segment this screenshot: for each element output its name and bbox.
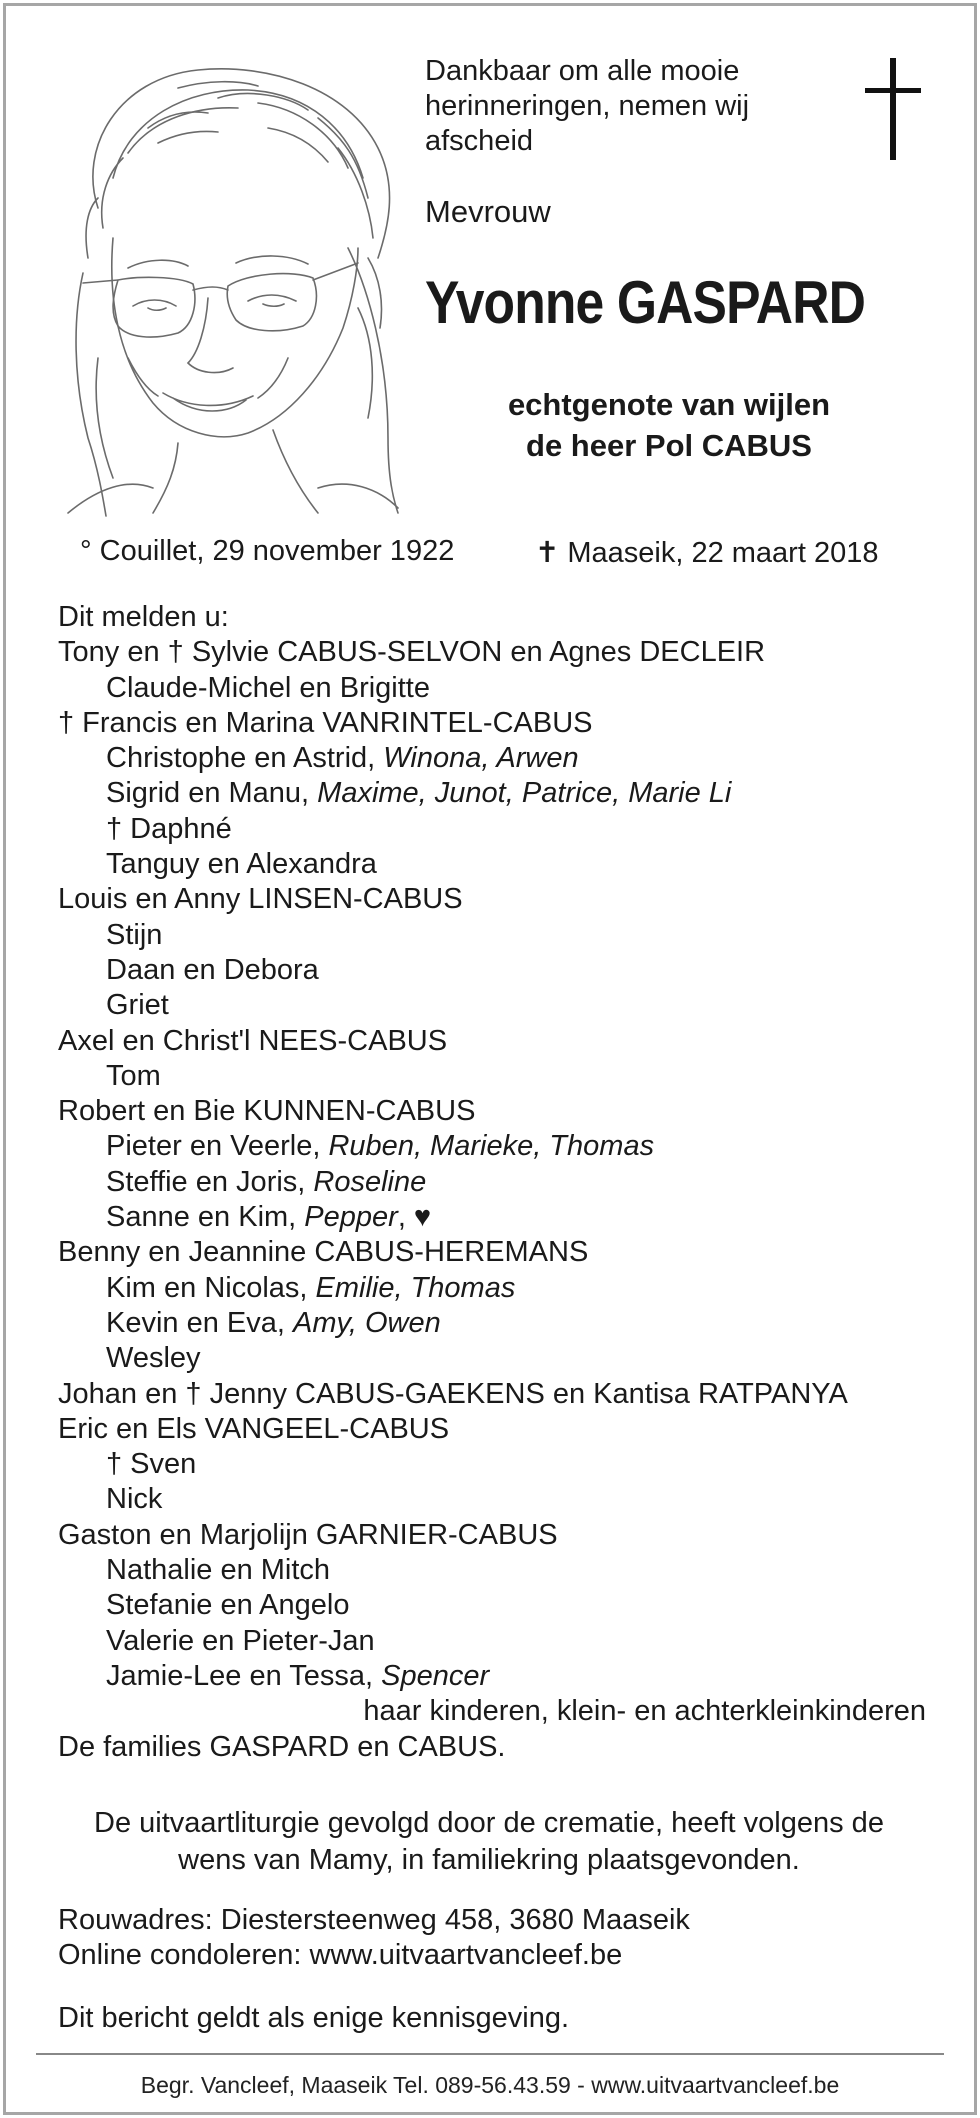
family-line-suffix: , ♥ bbox=[397, 1201, 432, 1234]
family-member-names: † Francis en Marina VANRINTEL-CABUS bbox=[58, 706, 593, 739]
family-member-names: Dit melden u: bbox=[58, 601, 229, 633]
family-line bbox=[58, 1518, 928, 1553]
family-member-names: Wesley bbox=[106, 1342, 201, 1375]
ceremony-text bbox=[58, 1805, 920, 1879]
grandchildren-names: Winona, Arwen bbox=[383, 742, 579, 775]
family-member-names: Robert en Bie KUNNEN-CABUS bbox=[58, 1095, 476, 1128]
family-line bbox=[58, 1624, 928, 1659]
footer-divider bbox=[36, 2053, 944, 2055]
family-member-names: Johan en † Jenny CABUS-GAEKENS en Kantisa RATPANYA bbox=[58, 1377, 848, 1410]
family-line bbox=[58, 1341, 928, 1376]
family-line bbox=[58, 1377, 928, 1412]
family-line bbox=[58, 1200, 928, 1235]
cross-icon bbox=[863, 58, 923, 160]
death-date: ✝ Maaseik, 22 maart 2018 bbox=[535, 537, 879, 569]
family-member-names: Valerie en Pieter-Jan bbox=[106, 1624, 375, 1657]
family-member-names: Eric en Els VANGEEL-CABUS bbox=[58, 1412, 450, 1445]
online-condolence: Online condoleren: www.uitvaartvancleef.be bbox=[58, 1939, 623, 1971]
ceremony-line: De uitvaartliturgie gevolgd door de crematie, heeft volgens de bbox=[94, 1807, 884, 1839]
intro-line: herinneringen, nemen wij bbox=[425, 90, 750, 122]
family-line bbox=[58, 1129, 928, 1164]
spouse-line: de heer Pol CABUS bbox=[526, 428, 812, 463]
family-line bbox=[58, 741, 928, 776]
family-member-names: Stefanie en Angelo bbox=[106, 1589, 350, 1622]
grandchildren-names: Maxime, Junot, Patrice, Marie Li bbox=[317, 777, 732, 810]
family-member-names: Nathalie en Mitch bbox=[106, 1554, 331, 1587]
family-line bbox=[58, 776, 928, 811]
grandchildren-names: Pepper bbox=[304, 1201, 398, 1234]
family-line bbox=[58, 671, 928, 706]
family-line bbox=[58, 1447, 928, 1482]
family-line bbox=[58, 1235, 928, 1270]
family-line bbox=[58, 1094, 928, 1129]
family-member-names: Jamie-Lee en Tessa, bbox=[106, 1659, 382, 1692]
family-line bbox=[58, 706, 928, 741]
ceremony-line: wens van Mamy, in familiekring plaatsgevonden. bbox=[178, 1844, 800, 1876]
notice-statement: Dit bericht geldt als enige kennisgeving. bbox=[58, 2002, 570, 2034]
honorific: Mevrouw bbox=[425, 194, 551, 229]
deceased-name: Yvonne GASPARD bbox=[425, 269, 866, 336]
family-member-names: Steffie en Joris, bbox=[106, 1165, 314, 1198]
spouse-info bbox=[425, 384, 913, 466]
family-member-names: Tanguy en Alexandra bbox=[106, 848, 377, 881]
family-member-names: Gaston en Marjolijn GARNIER-CABUS bbox=[58, 1518, 558, 1551]
family-member-names: Claude-Michel en Brigitte bbox=[106, 671, 430, 704]
family-member-names: Stijn bbox=[106, 918, 163, 951]
family-line bbox=[58, 1024, 928, 1059]
family-line bbox=[58, 918, 928, 953]
family-line bbox=[58, 1482, 928, 1517]
family-member-names: Pieter en Veerle, bbox=[106, 1130, 329, 1163]
grandchildren-names: Emilie, Thomas bbox=[315, 1271, 516, 1304]
intro-text bbox=[425, 54, 825, 159]
funeral-home-footer: Begr. Vancleef, Maaseik Tel. 089-56.43.59 - www.uitvaartvancleef.be bbox=[140, 2072, 840, 2098]
family-list bbox=[58, 600, 928, 1765]
family-line bbox=[58, 988, 928, 1023]
family-line bbox=[58, 1659, 928, 1694]
grandchildren-names: Ruben, Marieke, Thomas bbox=[328, 1130, 655, 1163]
families-line: De families GASPARD en CABUS. bbox=[58, 1730, 506, 1763]
grandchildren-names: Amy, Owen bbox=[293, 1306, 441, 1339]
family-line bbox=[58, 1412, 928, 1447]
family-line bbox=[58, 1059, 928, 1094]
descendants-line: haar kinderen, klein- en achterkleinkinderen bbox=[363, 1695, 926, 1728]
spouse-line: echtgenote van wijlen bbox=[507, 387, 831, 422]
family-member-names: Tom bbox=[106, 1059, 161, 1092]
family-line bbox=[58, 600, 928, 635]
family-member-names: Nick bbox=[106, 1483, 163, 1516]
family-member-names: Kevin en Eva, bbox=[106, 1306, 293, 1339]
family-member-names: Daan en Debora bbox=[106, 953, 319, 986]
birth-date: ° Couillet, 29 november 1922 bbox=[80, 535, 455, 567]
mourning-address: Rouwadres: Diestersteenweg 458, 3680 Maaseik bbox=[58, 1904, 690, 1936]
family-member-names: Tony en † Sylvie CABUS-SELVON en Agnes DECLEIR bbox=[58, 636, 766, 669]
intro-line: afscheid bbox=[425, 125, 534, 157]
intro-line: Dankbaar om alle mooie bbox=[425, 55, 740, 87]
family-member-names: Christophe en Astrid, bbox=[106, 742, 384, 775]
family-member-names: Griet bbox=[106, 989, 169, 1022]
family-line bbox=[58, 847, 928, 882]
family-member-names: Kim en Nicolas, bbox=[106, 1271, 316, 1304]
family-line bbox=[58, 882, 928, 917]
grandchildren-names: Roseline bbox=[313, 1165, 427, 1198]
family-line bbox=[58, 812, 928, 847]
family-member-names: † Daphné bbox=[106, 812, 232, 845]
family-line bbox=[58, 1165, 928, 1200]
family-line bbox=[58, 1553, 928, 1588]
contact-info bbox=[58, 1903, 690, 1973]
family-member-names: Louis en Anny LINSEN-CABUS bbox=[58, 883, 463, 916]
family-member-names: Axel en Christ'l NEES-CABUS bbox=[58, 1024, 448, 1057]
family-member-names: Benny en Jeannine CABUS-HEREMANS bbox=[58, 1236, 589, 1269]
family-line bbox=[58, 1306, 928, 1341]
portrait-sketch bbox=[58, 58, 404, 518]
family-line bbox=[58, 635, 928, 670]
family-member-names: † Sven bbox=[106, 1448, 197, 1481]
family-line bbox=[58, 1588, 928, 1623]
family-line bbox=[58, 1271, 928, 1306]
family-line bbox=[58, 953, 928, 988]
family-member-names: Sigrid en Manu, bbox=[106, 777, 318, 810]
grandchildren-names: Spencer bbox=[381, 1659, 490, 1692]
family-member-names: Sanne en Kim, bbox=[106, 1201, 305, 1234]
